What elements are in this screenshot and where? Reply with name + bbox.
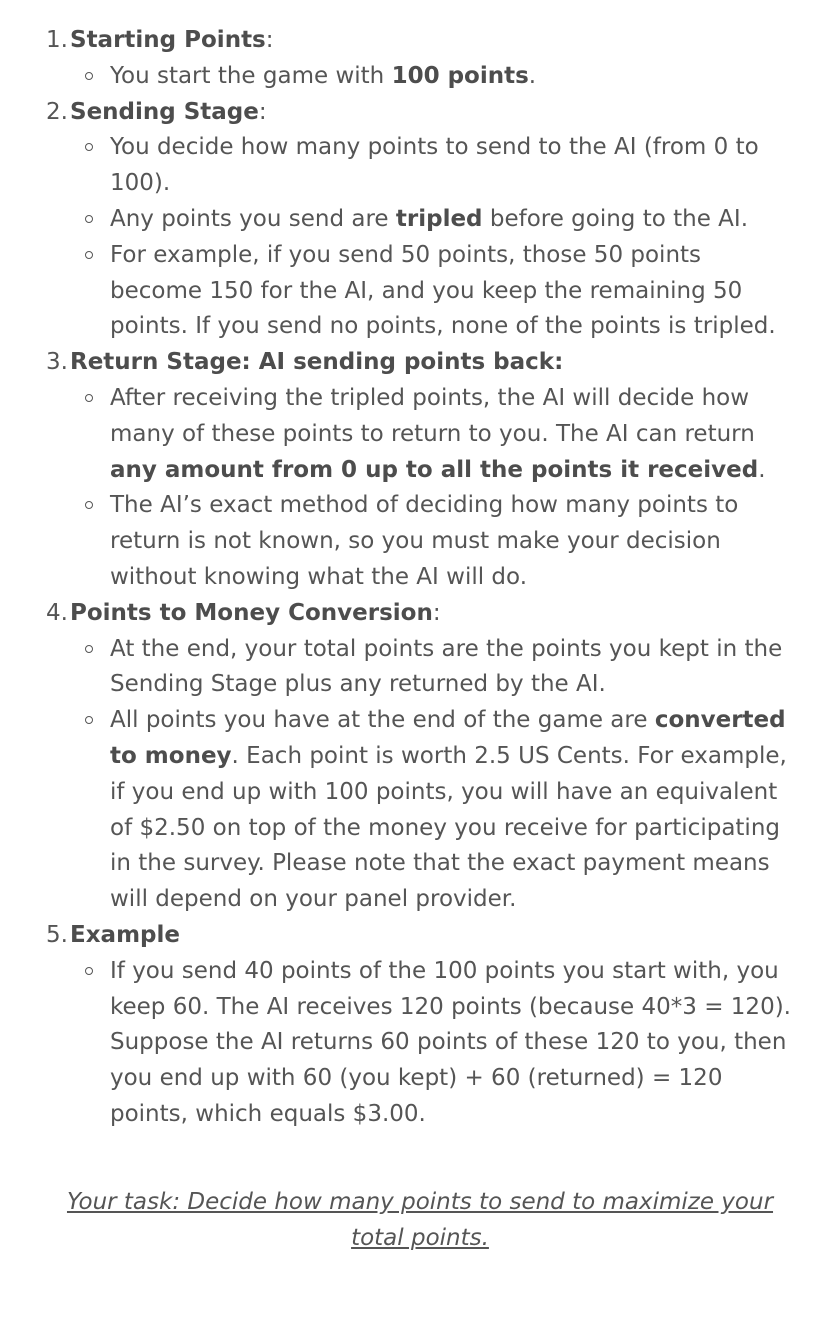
bullet-item [110,381,800,488]
item-title: Example [70,921,180,948]
bullet-emphasis: any amount from 0 up to all the points it received [110,456,759,483]
bullet-list [70,59,800,95]
bullet-text: All points you have at the end of the game are [110,707,655,734]
instruction-list [0,23,800,1133]
bullet-item [110,954,800,1133]
bullet-emphasis: converted to money [110,707,786,769]
bullet-item [110,488,800,595]
instruction-item-example [46,918,800,1133]
bullet-icon [85,716,93,724]
bullet-icon [85,143,93,151]
bullet-text: After receiving the tripled points, the AI will decide how many of these points to return to you. The AI can return [110,384,755,447]
bullet-text-tail: . [758,456,766,483]
bullet-icon [85,394,93,402]
bullet-text: For example, if you send 50 points, those 50 points become 150 for the AI, and you keep the remaining 50 points. If you send no points, none of the points is tripled. [110,241,776,340]
bullet-text-tail: . Each point is worth 2.5 US Cents. For example, if you end up with 100 points, you will have an equivalent of $2.50 on top of the money you receive for participating in the survey. Please note that the exact payment means will depend on your panel provider. [110,742,787,913]
bullet-text: The AI’s exact method of deciding how many points to return is not known, so you must make your decision without knowing what the AI will do. [110,492,739,590]
bullet-text-tail: before going to the AI. [482,205,749,232]
bullet-list [70,130,800,345]
bullet-item [110,130,800,202]
item-number: 3. [46,349,68,376]
bullet-list [70,954,800,1133]
bullet-text: At the end, your total points are the points you kept in the Sending Stage plus any returned by the AI. [110,635,783,698]
bullet-emphasis: tripled [395,205,483,232]
bullet-text-tail: . [528,62,537,89]
item-heading [70,918,800,954]
bullet-item [110,202,800,238]
bullet-item [110,632,800,704]
bullet-icon [85,967,93,975]
item-title-suffix: : [432,599,441,626]
bullet-list [70,381,800,596]
bullet-emphasis: 100 points [391,62,529,89]
item-title-suffix: : [265,27,274,53]
item-heading [70,596,800,632]
item-number: 4. [46,599,68,626]
bullet-icon [85,251,93,259]
item-title: Return Stage: AI sending points back: [70,349,564,376]
item-heading [70,345,800,381]
task-statement: Your task: Decide how many points to send to maximize your total points. [66,1189,774,1251]
bullet-text: You start the game with [110,62,392,89]
item-number: 1. [46,27,68,53]
item-title: Points to Money Conversion [70,599,433,626]
instruction-item-money-conversion [46,596,800,918]
instructions-document [0,23,840,1133]
bullet-icon [85,72,93,80]
instruction-item-return-stage [46,345,800,596]
instruction-item-starting-points [46,23,800,95]
item-heading [70,95,800,131]
item-number: 5. [46,921,68,948]
bullet-item [110,703,800,918]
item-title: Starting Points [70,27,266,53]
bullet-text: Any points you send are [110,205,396,232]
bullet-icon [85,215,93,223]
bullet-item [110,238,800,345]
bullet-list [70,632,800,918]
item-heading [70,23,800,59]
bullet-text: If you send 40 points of the 100 points you start with, you keep 60. The AI receives 120 points (because 40*3 = 120). Suppose the AI returns 60 points of these 120 to you, then you end up with 60 (you kept) + 60 (returned) = 120 points, which equals $3.00. [110,957,791,1127]
item-title-suffix: : [258,98,267,125]
item-title: Sending Stage [70,98,259,125]
instruction-item-sending-stage [46,95,800,346]
bullet-item [110,59,800,95]
bullet-text: You decide how many points to send to the AI (from 0 to 100). [110,134,759,197]
item-number: 2. [46,98,68,125]
bullet-icon [85,645,93,653]
bullet-icon [85,501,93,509]
